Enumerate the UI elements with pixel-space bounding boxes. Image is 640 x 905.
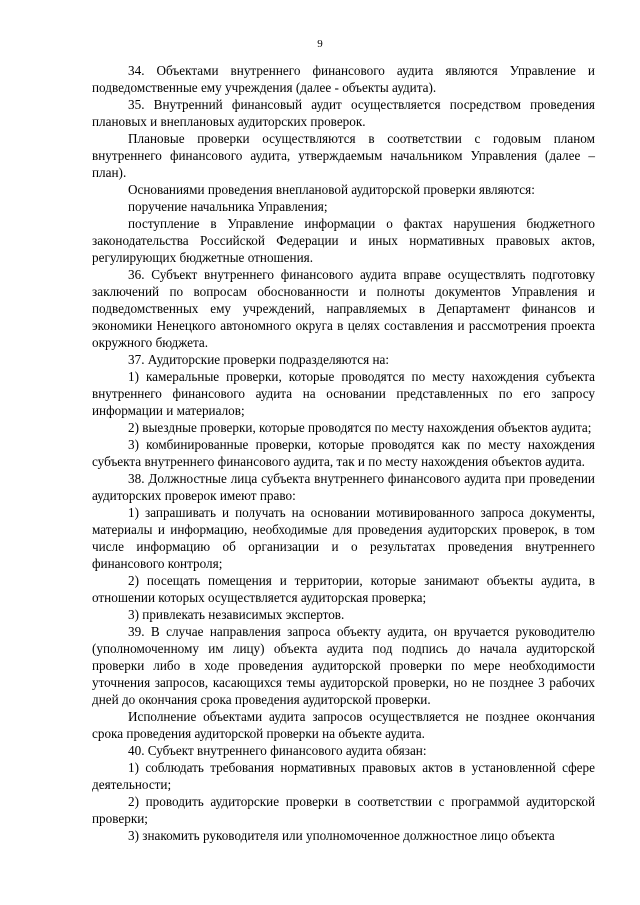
paragraph-unplanned-grounds: Основаниями проведения внеплановой аудиторской проверки являются: [128, 182, 535, 197]
list-item-violation-info: поступление в Управление информации о фактах нарушения бюджетного законодательства Российской Федерации и иных нормативных правовых актов, регулирующих бюджетные отношения. [92, 216, 595, 265]
list-item-conduct-checks: 2) проводить аудиторские проверки в соответствии с программой аудиторской проверки; [92, 794, 595, 826]
paragraph-request-execution: Исполнение объектами аудита запросов осуществляется не позднее окончания срока проведения аудиторской проверки на объекте аудита. [92, 709, 595, 741]
paragraph-36: 36. Субъект внутреннего финансового аудита вправе осуществлять подготовку заключений по вопросам обоснованности и полноты документов Управления и подведомственных ему учреждений, направляемых в Департамент финансов и экономики Ненецкого автономного округа в целях составления и рассмотрения проекта окружного бюджета. [92, 267, 595, 350]
paragraph-planned-checks: Плановые проверки осуществляются в соответствии с годовым планом внутреннего финансового аудита, утверждаемым начальником Управления (далее – план). [92, 131, 595, 180]
list-item-visit-premises: 2) посещать помещения и территории, которые занимают объекты аудита, в отношении которых осуществляется аудиторская проверка; [92, 573, 595, 605]
list-item-request-documents: 1) запрашивать и получать на основании мотивированного запроса документы, материалы и информацию, необходимые для проведения аудиторских проверок, в том числе информацию об организации и о результатах проведения внутреннего финансового контроля; [92, 505, 595, 571]
paragraph-34: 34. Объектами внутреннего финансового аудита являются Управление и подведомственные ему учреждения (далее - объекты аудита). [92, 63, 595, 95]
list-item-experts: 3) привлекать независимых экспертов. [128, 607, 345, 622]
list-item-desk-checks: 1) камеральные проверки, которые проводятся по месту нахождения субъекта внутреннего финансового аудита на основании представленных по его запросу информации и материалов; [92, 369, 595, 418]
paragraph-40: 40. Субъект внутреннего финансового аудита обязан: [128, 743, 427, 758]
list-item-comply-requirements: 1) соблюдать требования нормативных правовых актов в установленной сфере деятельности; [92, 760, 595, 792]
paragraph-35: 35. Внутренний финансовый аудит осуществляется посредством проведения плановых и внеплановых аудиторских проверок. [92, 97, 595, 129]
document-body [92, 62, 595, 844]
list-item-field-checks: 2) выездные проверки, которые проводятся по месту нахождения объектов аудита; [128, 420, 592, 435]
paragraph-37: 37. Аудиторские проверки подразделяются на: [128, 352, 390, 367]
page-number: 9 [317, 38, 323, 50]
paragraph-39: 39. В случае направления запроса объекту аудита, он вручается руководителю (уполномоченному им лицу) объекта аудита под подпись до начала аудиторской проверки либо в ходе проведения аудиторской проверки по мере необходимости уточнения запросов, касающихся темы аудиторской проверки, но не позднее 3 рабочих дней до окончания срока проведения аудиторской проверки. [92, 624, 595, 707]
list-item-head-order: поручение начальника Управления; [128, 199, 328, 214]
list-item-combined-checks: 3) комбинированные проверки, которые проводятся как по месту нахождения субъекта внутреннего финансового аудита, так и по месту нахождения объектов аудита. [92, 437, 595, 469]
paragraph-38: 38. Должностные лица субъекта внутреннего финансового аудита при проведении аудиторских проверок имеют право: [92, 471, 595, 503]
list-item-acquaint-head: 3) знакомить руководителя или уполномоченное должностное лицо объекта [128, 828, 555, 843]
